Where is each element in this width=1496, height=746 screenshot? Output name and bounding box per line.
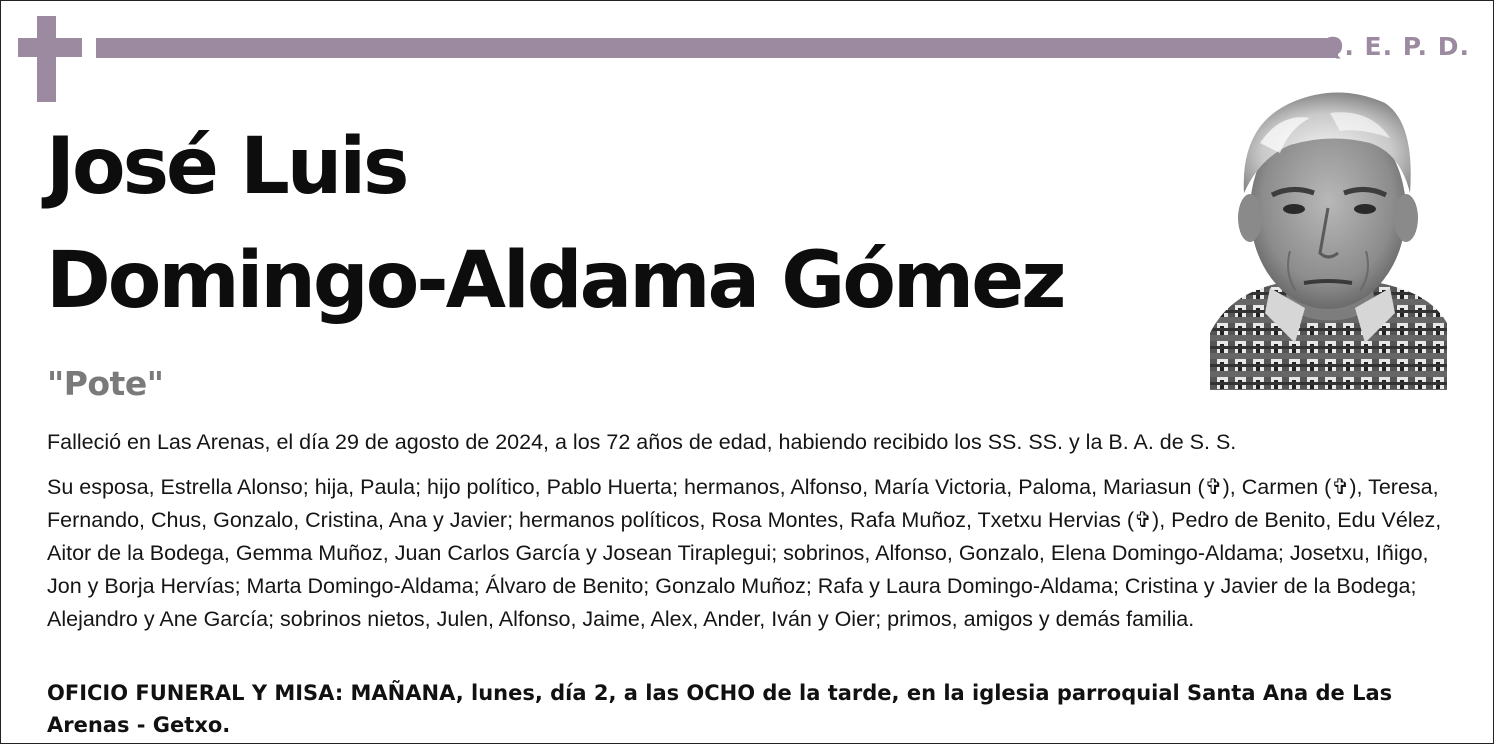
death-notice: Falleció en Las Arenas, el día 29 de agosto de 2024, a los 72 años de edad, habiendo recibido los SS. SS. y la B. A. de S. S. bbox=[47, 430, 1237, 454]
qepd-label: Q. E. P. D. bbox=[1322, 32, 1470, 61]
deceased-name-first: José Luis bbox=[46, 122, 407, 212]
header-rule bbox=[96, 38, 1338, 58]
portrait-photo bbox=[1210, 83, 1447, 390]
funeral-service-info: OFICIO FUNERAL Y MISA: MAÑANA, lunes, día 2, a las OCHO de la tarde, en la iglesia parroquial Santa Ana de Las Arenas - Getxo. bbox=[47, 681, 1393, 737]
family-list: Su esposa, Estrella Alonso; hija, Paula; hijo político, Pablo Huerta; hermanos, Alfonso, María Victoria, Paloma, Mariasun (✞), Carmen (✞), Teresa, Fernando, Chus, Gonzalo, Cristina, Ana y Javier; hermanos políticos, Rosa Montes, Rafa Muñoz, Txetxu Hervias (✞), Pedro de Benito, Edu Vélez, Aitor de la Bodega, Gemma Muñoz, Juan Carlos García y Josean Tiraplegui; sobrinos, Alfonso, Gonzalo, Elena Domingo-Aldama; Josetxu, Iñigo, Jon y Borja Hervías; Marta Domingo-Aldama; Álvaro de Benito; Gonzalo Muñoz; Rafa y Laura Domingo-Aldama; Cristina y Javier de la Bodega; Alejandro y Ane García; sobrinos nietos, Julen, Alfonso, Jaime, Alex, Ander, Iván y Oier; primos, amigos y demás familia. bbox=[47, 475, 1442, 631]
deceased-name-surnames: Domingo-Aldama Gómez bbox=[46, 236, 1064, 326]
deceased-nickname: "Pote" bbox=[47, 364, 164, 403]
latin-cross-icon bbox=[18, 16, 82, 102]
